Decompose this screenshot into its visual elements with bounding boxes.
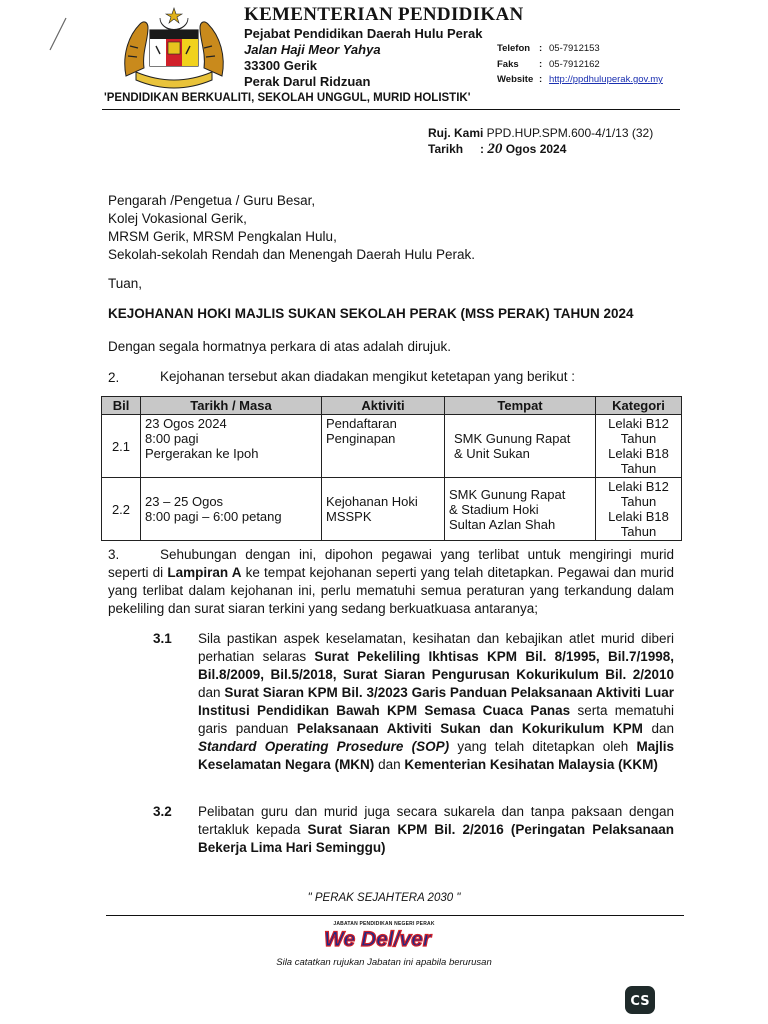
- para31-text-1: Sila pastikan aspek keselamatan, kesihatan dan kebajikan atlet murid diberi perhatian selaras: [198, 631, 674, 664]
- letter-subject: KEJOHANAN HOKI MAJLIS SUKAN SEKOLAH PERAK (MSS PERAK) TAHUN 2024: [108, 306, 634, 321]
- footer-slogan: " PERAK SEJAHTERA 2030 ": [307, 892, 461, 904]
- para32-bold-1: Surat Siaran KPM Bil. 2/2016 (Peringatan Pelaksanaan Bekerja Lima Hari Seminggu): [198, 822, 674, 855]
- para31-number: 3.1: [153, 631, 172, 646]
- motto: 'PENDIDIKAN BERKUALITI, SEKOLAH UNGGUL, MURID HOLISTIK': [104, 92, 471, 104]
- camscanner-badge-text: CS: [630, 994, 650, 1009]
- website-line: [497, 74, 663, 85]
- para3-number: 3.: [108, 547, 120, 562]
- para2-text: Kejohanan tersebut akan diadakan mengikut ketetapan yang berikut :: [160, 369, 576, 384]
- header-divider: [102, 109, 680, 110]
- para2-number: 2.: [108, 370, 120, 385]
- row1-kategori-line4: Tahun: [620, 461, 657, 476]
- schedule-table: [101, 396, 682, 541]
- address-postcode: 33300 Gerik: [244, 58, 318, 73]
- para31: [198, 630, 674, 774]
- we-deliver-logo: [322, 926, 458, 950]
- row1-kategori-line2: Tahun: [620, 431, 657, 446]
- footer-divider: [106, 915, 684, 916]
- row2-tempat-line1: SMK Gunung Rapat: [449, 486, 566, 502]
- we-deliver-caption: JABATAN PENDIDIKAN NEGERI PERAK: [333, 921, 435, 927]
- header-tarikh: Tarikh / Masa: [141, 397, 322, 415]
- opening-line: Dengan segala hormatnya perkara di atas adalah dirujuk.: [108, 339, 451, 354]
- date-day-handwritten: 20: [487, 141, 503, 157]
- salutation: Tuan,: [108, 276, 143, 291]
- row2-tarikh: [141, 478, 322, 541]
- row1-tarikh-line1: 23 Ogos 2024: [145, 416, 227, 431]
- row2-kategori: [596, 478, 682, 541]
- para31-text-3: serta mematuhi garis panduan: [198, 703, 674, 736]
- row2-tempat-line3: Sultan Azlan Shah: [449, 516, 556, 532]
- row1-aktiviti: [322, 415, 445, 478]
- para31-bold-5: Kementerian Kesihatan Malaysia (KKM): [404, 757, 658, 772]
- perak-crest-icon: [118, 6, 230, 90]
- table-row: [102, 415, 682, 478]
- row2-kategori-line3: Lelaki B18: [608, 509, 669, 524]
- address-street: Jalan Haji Meor Yahya: [244, 42, 381, 57]
- row1-tarikh-line2: 8:00 pagi: [145, 431, 199, 446]
- fax-value: 05-7912162: [549, 59, 600, 70]
- row2-tarikh-line1: 23 – 25 Ogos: [145, 494, 224, 509]
- para31-bold-4: Majlis Keselamatan Negara (MKN): [198, 739, 675, 772]
- para31-text-5: yang telah ditetapkan oleh: [449, 739, 637, 754]
- date-label: Tarikh: [428, 142, 464, 156]
- para32-number: 3.2: [153, 804, 172, 819]
- row1-tempat: [445, 415, 596, 478]
- footer-note: Sila catatkan rujukan Jabatan ini apabila berurusan: [276, 957, 492, 968]
- website-colon: :: [539, 74, 543, 85]
- recipient-line-1: Pengarah /Pengetua / Guru Besar,: [108, 193, 316, 208]
- row2-kategori-line4: Tahun: [620, 524, 657, 539]
- we-deliver-logo-text: We Del/ver: [324, 928, 431, 950]
- date-line: [428, 141, 566, 158]
- row1-tempat-line2: & Unit Sukan: [454, 446, 530, 461]
- reference-line: [428, 126, 653, 140]
- header-bil: Bil: [102, 397, 141, 415]
- reference-value: : PPD.HUP.SPM.600-4/1/13 (32): [480, 126, 654, 140]
- para3: [108, 546, 674, 618]
- row1-bil: 2.1: [102, 415, 141, 478]
- row1-aktiviti-line1: Pendaftaran: [326, 416, 397, 431]
- row1-aktiviti-line2: Penginapan: [326, 431, 396, 446]
- para32-text-1: Pelibatan guru dan murid juga secara sukarela dan tanpa paksaan dengan tertakluk kepada: [198, 804, 674, 837]
- row2-tempat-line2: & Stadium Hoki: [449, 501, 539, 517]
- row2-tarikh-line2: 8:00 pagi – 6:00 petang: [145, 509, 282, 524]
- row1-tarikh-line3: Pergerakan ke Ipoh: [145, 446, 259, 461]
- recipient-line-4: Sekolah-sekolah Rendah dan Menengah Daerah Hulu Perak.: [108, 247, 475, 262]
- phone-value: 05-7912153: [549, 43, 600, 54]
- fax-colon: :: [539, 59, 543, 70]
- para3-text-2: ke tempat kejohanan seperti yang telah ditetapkan. Pegawai dan murid yang terlibat dalam kejohanan ini, perlu mematuhi semua peraturan yang terkandung dalam pekeliling dan surat siaran terkini yang sedang berkuatkuasa antaranya;: [108, 565, 675, 616]
- row1-kategori-line1: Lelaki B12: [608, 416, 669, 431]
- header-kategori: Kategori: [596, 397, 682, 415]
- ministry-name: KEMENTERIAN PENDIDIKAN: [244, 4, 524, 25]
- date-month-year: Ogos 2024: [505, 142, 567, 156]
- row2-aktiviti-line1: Kejohanan Hoki: [326, 494, 418, 509]
- para31-text-4: dan: [642, 721, 674, 736]
- row1-kategori: [596, 415, 682, 478]
- phone-line: [497, 43, 600, 54]
- address-state: Perak Darul Ridzuan: [244, 74, 371, 89]
- header-aktiviti: Aktiviti: [322, 397, 445, 415]
- recipient-line-3: MRSM Gerik, MRSM Pengkalan Hulu,: [108, 229, 337, 244]
- row2-aktiviti: [322, 478, 445, 541]
- row2-tempat: [445, 478, 596, 541]
- office-name: Pejabat Pendidikan Daerah Hulu Perak: [244, 26, 483, 41]
- row1-tempat-line1: SMK Gunung Rapat: [454, 431, 571, 446]
- fax-label: Faks: [497, 59, 519, 70]
- table-row: [102, 478, 682, 541]
- para31-bold-2: Surat Siaran KPM Bil. 3/2023 Garis Panduan Pelaksanaan Aktiviti Luar Institusi Pendidikan Bawah KPM Semasa Cuaca Panas: [198, 685, 674, 718]
- para31-bold-italic-1: Standard Operating Prosedure (SOP): [198, 739, 450, 754]
- date-colon: :: [480, 142, 484, 156]
- para31-text-2: dan: [198, 685, 225, 700]
- row2-bil: 2.2: [102, 478, 141, 541]
- para31-text-6: dan: [374, 757, 405, 772]
- phone-label: Telefon: [497, 43, 531, 54]
- recipient-line-2: Kolej Vokasional Gerik,: [108, 211, 247, 226]
- camscanner-badge-icon: [625, 986, 655, 1014]
- fax-line: [497, 59, 600, 70]
- para32: [198, 803, 674, 857]
- row2-kategori-line1: Lelaki B12: [608, 479, 669, 494]
- phone-colon: :: [539, 43, 543, 54]
- website-label: Website: [497, 74, 534, 85]
- para3-bold-1: Lampiran A: [167, 565, 242, 580]
- para31-bold-1: Surat Pekeliling Ikhtisas KPM Bil. 8/1995, Bil.7/1998, Bil.8/2009, Bil.5/2018, Surat Siaran Pengurusan Kokurikulum Bil. 2/2010: [198, 649, 674, 682]
- header-tempat: Tempat: [445, 397, 596, 415]
- reference-label: Ruj. Kami: [428, 126, 484, 140]
- para3-text-1: Sehubungan dengan ini, dipohon pegawai yang terlibat untuk mengiringi murid seperti di: [108, 547, 674, 580]
- pen-mark-icon: [46, 16, 70, 52]
- website-link[interactable]: http://ppdhuluperak.gov.my: [549, 74, 663, 85]
- table-header-row: [102, 397, 682, 415]
- row1-tarikh: [141, 415, 322, 478]
- para31-bold-3: Pelaksanaan Aktiviti Sukan dan Kokurikulum KPM: [296, 721, 643, 736]
- row1-kategori-line3: Lelaki B18: [608, 446, 669, 461]
- row2-kategori-line2: Tahun: [620, 494, 657, 509]
- row2-aktiviti-line2: MSSPK: [326, 509, 372, 524]
